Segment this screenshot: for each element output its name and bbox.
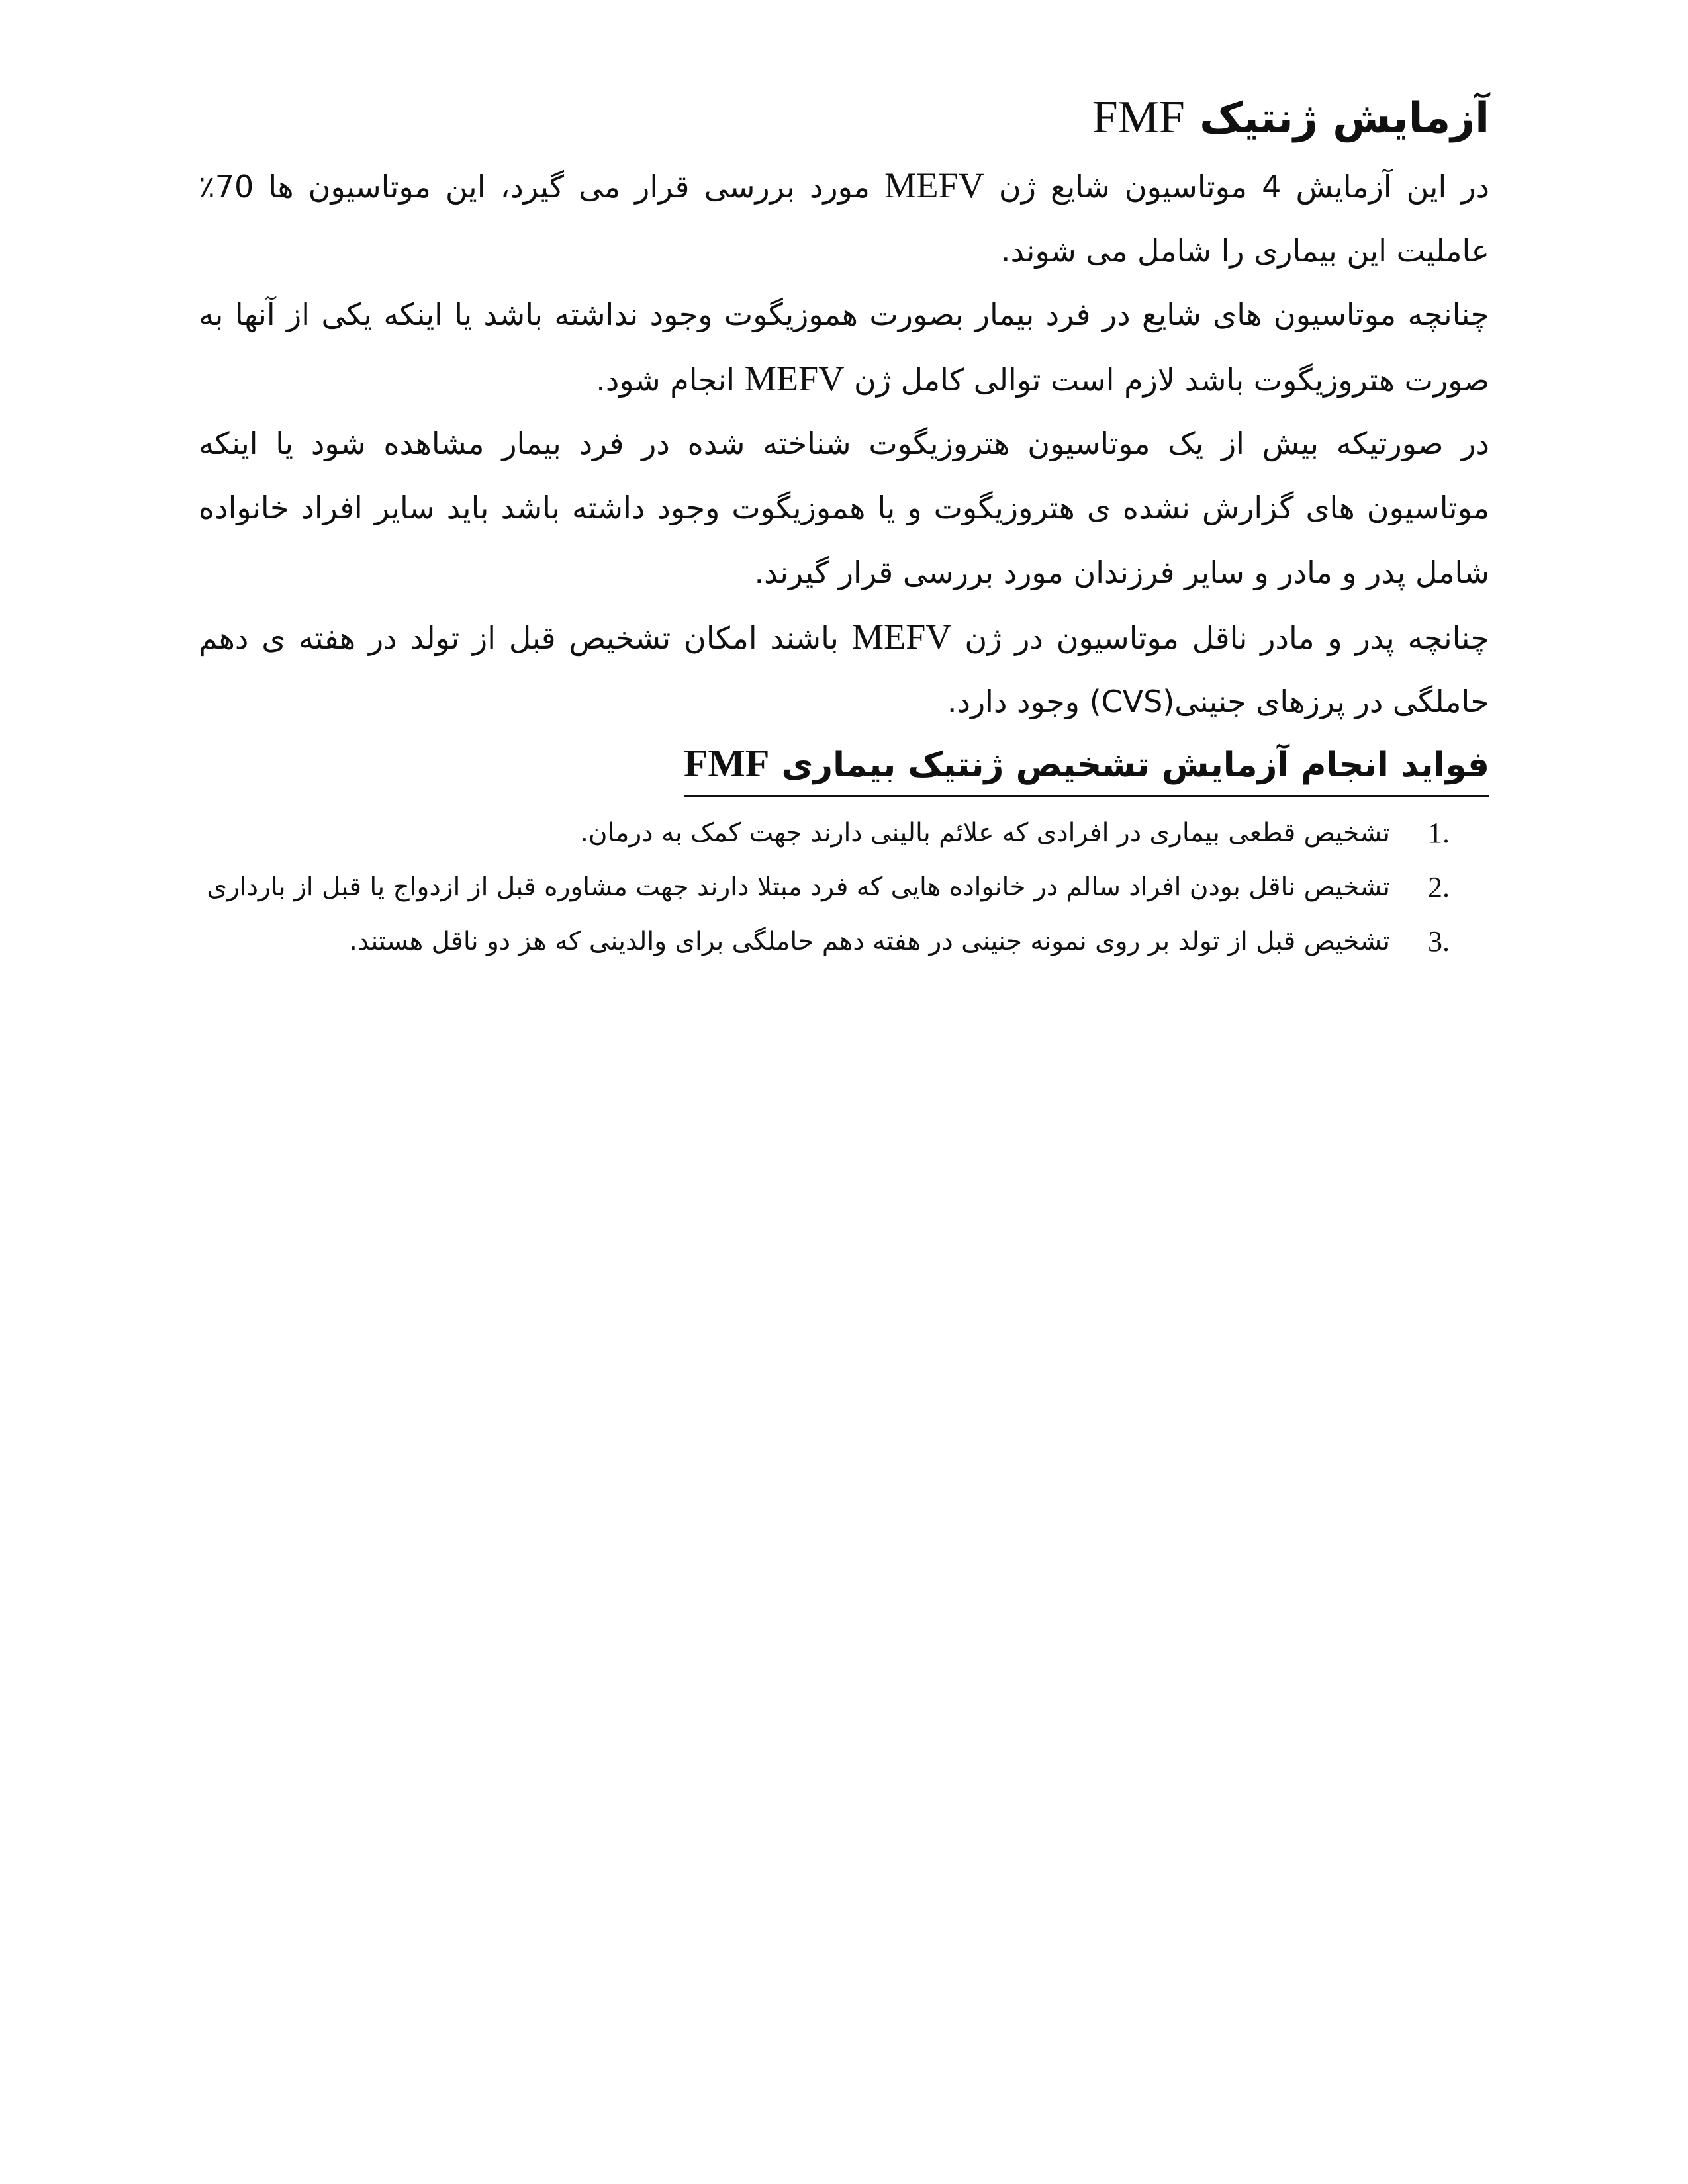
paragraph-text: چنانچه پدر و مادر ناقل موتاسیون در ژن (951, 619, 1489, 656)
gene-term: MEFV (744, 358, 845, 398)
title-latin-term: FMF (1092, 92, 1185, 143)
paragraph-text: در این آزمایش 4 موتاسیون شایع ژن (984, 169, 1489, 205)
benefits-heading (684, 733, 1489, 797)
gene-term: MEFV (851, 616, 952, 657)
paragraph-text: در صورتیکه بیش از یک موتاسیون هتروزیگوت شناخته شده در فرد بیمار مشاهده شود یا اینکه موتاسیون های گزارش نشده ی هتروزیگوت و یا هموزیگوت وجود داشته باشد باید سایر افراد خانواده شامل پدر و مادر و سایر فرزندان مورد بررسی قرار گیرند. (199, 426, 1489, 590)
document-title (1092, 85, 1489, 152)
list-item-text: تشخیص قبل از تولد بر روی نمونه جنینی در هفته دهم حاملگی برای والدینی که هز دو ناقل هستند. (349, 927, 1390, 956)
document-page (199, 0, 1489, 2184)
paragraph-test-scope (199, 154, 1489, 283)
list-item-text: تشخیص ناقل بودن افراد سالم در خانواده هایی که فرد مبتلا دارند جهت مشاوره قبل از ازدواج یا قبل از بارداری (207, 872, 1390, 902)
benefits-heading-latin-term: FMF (683, 741, 770, 785)
list-item-number: 1. (1428, 817, 1450, 849)
paragraph-family-testing (199, 412, 1489, 605)
gene-term: MEFV (884, 165, 984, 205)
paragraph-text: انجام شود. (596, 361, 745, 398)
benefits-list (199, 806, 1489, 969)
list-item (199, 915, 1489, 969)
title-text: آزمایش ژنتیک (1199, 94, 1489, 143)
list-item-text: تشخیص قطعی بیماری در افرادی که علائم بالینی دارند جهت کمک به درمان. (580, 818, 1390, 848)
intro-body (199, 154, 1489, 734)
paragraph-text: چنانچه موتاسیون های شایع در فرد بیمار بصورت هموزیگوت وجود نداشته باشد یا اینکه یکی از آنها به صورت هتروزیگوت باشد لازم است توالی کامل ژن (199, 296, 1489, 398)
list-item (199, 806, 1489, 860)
paragraph-prenatal-diagnosis (199, 605, 1489, 734)
paragraph-full-sequencing (199, 283, 1489, 412)
list-item (199, 860, 1489, 915)
list-item-number: 3. (1428, 925, 1450, 958)
benefits-heading-text: فواید انجام آزمایش تشخیص ژنتیک بیماری (781, 745, 1489, 785)
paragraph-text: مورد بررسی قرار می گیرد، این موتاسیون ها 70٪ عاملیت این بیماری را شامل می شوند. (199, 169, 1489, 269)
paragraph-text: باشند امکان تشخیص قبل از تولد در هفته ی دهم حاملگی در پرزهای جنینی(CVS) وجود دارد. (199, 619, 1489, 719)
list-item-number: 2. (1428, 871, 1450, 903)
